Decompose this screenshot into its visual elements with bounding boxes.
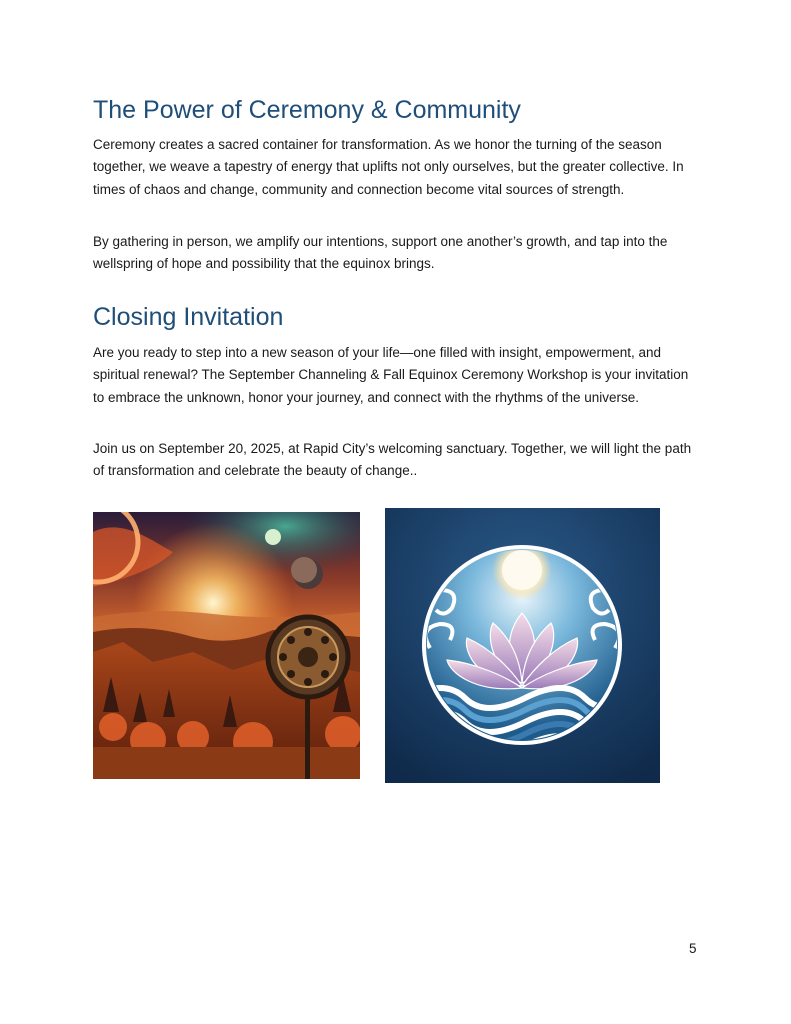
- section-heading-ceremony: The Power of Ceremony & Community: [93, 96, 521, 124]
- autumn-equinox-landscape-image: [93, 512, 360, 779]
- paragraph-ceremony-2: By gathering in person, we amplify our intentions, support one another’s growth, and tap into the wellspring of hope and possibility that the equinox brings.: [93, 234, 668, 272]
- paragraph-invitation-1: Are you ready to step into a new season of your life—one filled with insight, empowerment, and spiritual renewal? The September Channeling & Fall Equinox Ceremony Workshop is your invitation to embrace the unknown, honor your journey, and connect with the rhythms of the universe.: [93, 345, 689, 405]
- page-number: 5: [689, 941, 697, 956]
- lotus-waves-emblem-image: [385, 508, 660, 783]
- section-heading-invitation: Closing Invitation: [93, 303, 284, 331]
- paragraph-ceremony-1: Ceremony creates a sacred container for transformation. As we honor the turning of the season together, we weave a tapestry of energy that uplifts not only ourselves, but the greater collective. In times of chaos and change, community and connection become vital sources of strength.: [93, 137, 684, 197]
- paragraph-invitation-2: Join us on September 20, 2025, at Rapid City’s welcoming sanctuary. Together, we will light the path of transformation and celebrate the beauty of change..: [93, 441, 692, 479]
